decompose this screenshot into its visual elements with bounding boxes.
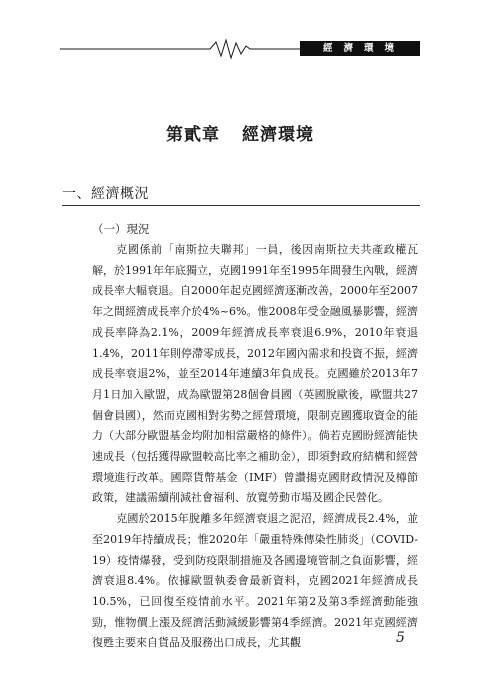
section-heading: 一、經濟概況 — [62, 186, 149, 202]
paragraph: 克國係前「南斯拉夫聯邦」一員，後因南斯拉夫共產政權瓦解，於1991年年底獨立，克國1991年至1995年間發生內戰，經濟成長率大幅衰退。自2000年起克國經濟逐漸改善，2000年至2007年之間經濟成長率介於4%~6%。惟2008年受金融風暴影響，經濟成長率降為2.1%，2009年經濟成長率衰退6.9%，2010年衰退1.4%，2011年則停滯零成長，2012年國內需求和投資不振，經濟成長率衰退2%，並至2014年連續3年負成長。克國雖於2013年7月1日加入歐盟，成為歐盟第28個會員國（英國脫歐後，歐盟共27個會員國），然而克國相對劣勢之經營環境，限制克國獲取資金的能力（大部分歐盟基金均附加相當嚴格的條件）。倘若克國盼經濟能快速成長（包括獲得歐盟較高比率之補助金），即須對政府結構和經營環境進行改革。國際貨幣基金（IMF）曾讚揚克國財政情況及樽節政策，建議需續削減社會福利、放寬勞動市場及國企民營化。 — [92, 243, 418, 505]
chapter-name: 經濟環境 — [242, 125, 314, 145]
running-header-label: 經濟環境 — [300, 41, 420, 56]
section-divider — [62, 205, 420, 206]
subsection-heading: （一）現況 — [92, 222, 150, 236]
paragraph: 克國於2015年脫離多年經濟衰退之泥沼，經濟成長2.4%，並至2019年持續成長；惟2020年「嚴重特殊傳染性肺炎」（COVID-19）疫情爆發，受到防疫限制措施及各國邊境管制之負面影響，經濟衰退8.4%。依據歐盟執委會最新資料，克國2021年經濟成長10.5%，已回復至疫情前水平。2021年第2及第3季經濟動能強勁，惟物價上漲及經濟活動減緩影響第4季經濟。2021年克國經濟復甦主要來自貨品及服務出口成長，尤其觀 — [92, 512, 418, 650]
chapter-title — [0, 120, 480, 145]
running-header — [60, 38, 420, 60]
page-number: 5 — [396, 630, 405, 646]
chapter-number: 第貳章 — [166, 125, 220, 145]
body-text — [92, 240, 418, 654]
